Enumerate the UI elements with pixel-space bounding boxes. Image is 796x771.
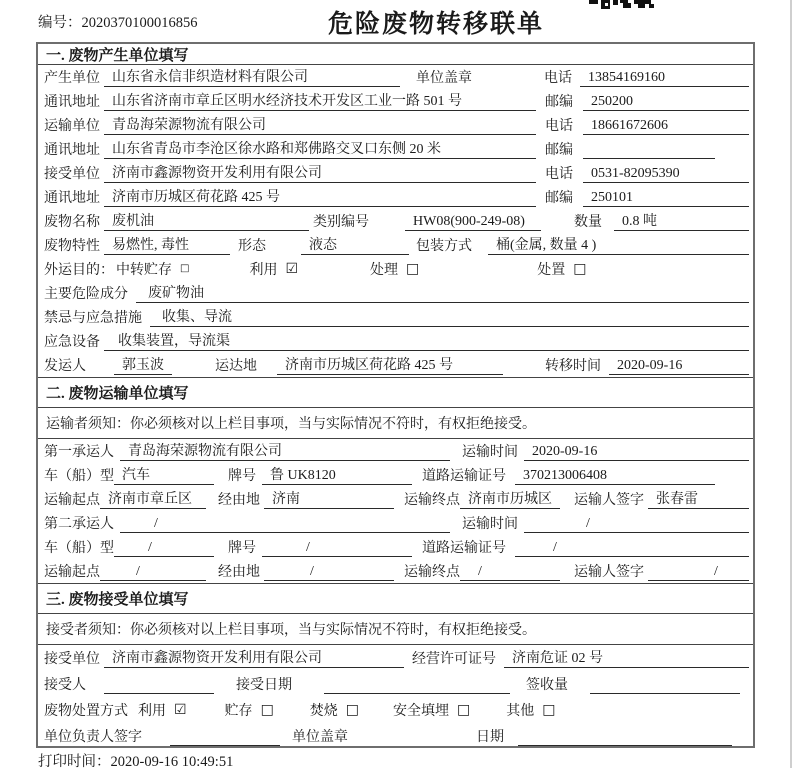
row-transporter — [38, 113, 753, 137]
shipper-label: 发运人 — [44, 359, 86, 374]
section-1-title: 一. 废物产生单位填写 — [38, 44, 753, 65]
equipment-label: 应急设备 — [44, 335, 100, 350]
accept-unit-label: 接受单位 — [44, 652, 100, 667]
carrier1-start-label: 运输起点 — [44, 493, 100, 508]
carrier1-sign-value: 张春雷 — [648, 490, 749, 509]
carrier2-name-value: / — [120, 514, 450, 533]
package-value: 桶(金属, 数量 4 ) — [488, 236, 749, 255]
waste-name-value: 废机油 — [104, 212, 309, 231]
carrier1-license-label: 道路运输证号 — [422, 469, 506, 484]
row-accept-person — [38, 671, 753, 697]
carrier1-end-value: 济南市历城区 — [460, 490, 560, 509]
carrier2-vehicle-value: / — [114, 538, 214, 557]
carrier2-start-label: 运输起点 — [44, 565, 100, 580]
zip-label-1: 邮编 — [545, 95, 573, 110]
address-label-1: 通讯地址 — [44, 95, 100, 110]
hazard-value: 废矿物油 — [136, 284, 749, 303]
permit-label: 经营许可证号 — [412, 652, 496, 667]
producer-value: 山东省永信非织造材料有限公司 — [104, 68, 400, 87]
row-receiver — [38, 161, 753, 185]
disposal-option-use-label: 利用 — [138, 704, 166, 719]
disposal-option-use-checkbox: ☑ — [174, 702, 187, 718]
row-address-1 — [38, 89, 753, 113]
disposal-option-landfill-label: 安全填埋 — [393, 704, 450, 719]
receiver-label: 接受单位 — [44, 167, 100, 182]
disposal-option-other-checkbox: □ — [542, 702, 556, 718]
carrier1-start-value: 济南市章丘区 — [100, 490, 206, 509]
purpose-option-treat-label: 处理 — [370, 263, 399, 278]
producer-label: 产生单位 — [44, 71, 100, 86]
responsible-sign-value — [170, 727, 280, 746]
phone-label-2: 电话 — [545, 119, 573, 134]
row-producer — [38, 65, 753, 89]
form-value: 液态 — [301, 236, 409, 255]
carrier1-plate-label: 牌号 — [228, 469, 256, 484]
responsible-sign-label: 单位负责人签字 — [44, 730, 142, 745]
row-responsible-sign — [38, 723, 753, 749]
phone-value-2: 18661672606 — [583, 116, 749, 135]
row-address-2 — [38, 137, 753, 161]
carrier2-plate-value: / — [262, 538, 412, 557]
phone-label-1: 电话 — [544, 71, 572, 86]
zip-label-3: 邮编 — [545, 191, 573, 206]
row-carrier1-name — [38, 439, 753, 463]
disposal-option-other-label: 其他 — [506, 704, 535, 719]
address-label-2: 通讯地址 — [44, 143, 100, 158]
category-value: HW08(900-249-08) — [405, 212, 541, 231]
category-label: 类别编号 — [313, 215, 369, 230]
equipment-value: 收集装置，导流渠 — [104, 332, 749, 351]
row-accept-unit — [38, 645, 753, 671]
destination-label: 运达地 — [215, 359, 257, 374]
row-waste-name — [38, 209, 753, 233]
zip-label-2: 邮编 — [545, 143, 573, 158]
carrier1-via-label: 经由地 — [218, 493, 260, 508]
print-time-label: 打印时间： — [38, 754, 111, 770]
section-2-title: 二. 废物运输单位填写 — [38, 377, 753, 408]
row-shipper — [38, 353, 753, 377]
section-3-title: 三. 废物接受单位填写 — [38, 583, 753, 614]
address-value-1: 山东省济南市章丘区明水经济技术开发区工业一路 501 号 — [104, 92, 536, 111]
purpose-option-dispose-checkbox: □ — [573, 261, 587, 277]
accept-person-label: 接受人 — [44, 678, 86, 693]
qr-code-fragment-icon — [589, 0, 655, 10]
carrier2-time-label: 运输时间 — [462, 517, 518, 532]
receiver-value: 济南市鑫源物资开发利用有限公司 — [104, 164, 536, 183]
purpose-option-treat-checkbox: □ — [406, 261, 420, 277]
purpose-option-use-checkbox: ☑ — [285, 261, 299, 277]
accept-person-value — [104, 675, 214, 694]
carrier1-name-value: 青岛海荣源物流有限公司 — [120, 442, 450, 461]
phone-label-3: 电话 — [545, 167, 573, 182]
row-carrier1-route — [38, 487, 753, 511]
carrier1-license-value: 370213006408 — [515, 466, 715, 485]
unit-seal-label-2: 单位盖章 — [292, 730, 348, 745]
permit-value: 济南危证 02 号 — [504, 649, 749, 668]
row-disposal — [38, 697, 753, 723]
disposal-label: 废物处置方式 — [44, 704, 128, 719]
transfer-time-value: 2020-09-16 — [609, 356, 749, 375]
row-carrier2-name — [38, 511, 753, 535]
carrier2-end-label: 运输终点 — [404, 565, 460, 580]
hazard-label: 主要危险成分 — [44, 287, 128, 302]
accept-date-value — [324, 675, 510, 694]
disposal-option-store-label: 贮存 — [224, 704, 253, 719]
purpose-option-dispose-label: 处置 — [537, 263, 566, 278]
carrier1-sign-label: 运输人签字 — [574, 493, 644, 508]
date-value — [518, 727, 732, 746]
row-carrier2-route — [38, 559, 753, 583]
receiver-notice: 接受者须知：你必须核对以上栏目事项，当与实际情况不符时，有权拒绝接受。 — [38, 614, 753, 645]
row-address-3 — [38, 185, 753, 209]
carrier2-via-value: / — [264, 562, 394, 581]
carrier2-name-label: 第二承运人 — [44, 517, 114, 532]
row-carrier2-vehicle — [38, 535, 753, 559]
receipt-amount-label: 签收量 — [526, 678, 568, 693]
package-label: 包装方式 — [416, 239, 472, 254]
row-taboo — [38, 305, 753, 329]
print-time-value: 2020-09-16 10:49:51 — [110, 754, 234, 770]
taboo-label: 禁忌与应急措施 — [44, 311, 142, 326]
carrier2-sign-value: / — [648, 562, 749, 581]
carrier1-time-value: 2020-09-16 — [524, 442, 749, 461]
unit-seal-label: 单位盖章 — [416, 71, 472, 86]
transporter-value: 青岛海荣源物流有限公司 — [104, 116, 536, 135]
carrier1-name-label: 第一承运人 — [44, 445, 114, 460]
character-value: 易燃性, 毒性 — [104, 236, 230, 255]
accept-unit-value: 济南市鑫源物资开发利用有限公司 — [104, 649, 404, 668]
carrier1-via-value: 济南 — [264, 490, 394, 509]
document-serial — [38, 11, 198, 32]
disposal-option-burn-label: 焚烧 — [309, 704, 338, 719]
row-carrier1-vehicle — [38, 463, 753, 487]
row-purpose — [38, 257, 753, 281]
disposal-option-store-checkbox: □ — [260, 702, 274, 718]
transfer-time-label: 转移时间 — [545, 359, 601, 374]
serial-label: 编号： — [38, 15, 82, 31]
row-equipment — [38, 329, 753, 353]
disposal-option-burn-checkbox: □ — [345, 702, 360, 718]
transporter-label: 运输单位 — [44, 119, 100, 134]
serial-value: 2020370100016856 — [81, 15, 198, 31]
accept-date-label: 接受日期 — [236, 678, 292, 693]
carrier2-time-value: / — [524, 514, 749, 533]
carrier1-vehicle-label: 车（船）型 — [44, 469, 114, 484]
character-label: 废物特性 — [44, 239, 100, 254]
carrier1-plate-value: 鲁 UK8120 — [262, 466, 412, 485]
zip-value-2 — [583, 140, 715, 159]
phone-value-3: 0531-82095390 — [583, 164, 749, 183]
waste-name-label: 废物名称 — [44, 215, 100, 230]
carrier2-start-value: / — [100, 562, 206, 581]
manifest-form — [36, 42, 755, 748]
row-waste-character — [38, 233, 753, 257]
carrier2-plate-label: 牌号 — [228, 541, 256, 556]
page-title: 危险废物转移联单 — [328, 11, 545, 38]
address-value-2: 山东省青岛市李沧区徐水路和郑佛路交叉口东侧 20 米 — [104, 140, 536, 159]
carrier2-license-value: / — [515, 538, 749, 557]
purpose-option-use-label: 利用 — [249, 263, 278, 278]
carrier1-end-label: 运输终点 — [404, 493, 460, 508]
carrier2-sign-label: 运输人签字 — [574, 565, 644, 580]
zip-value-3: 250101 — [583, 188, 749, 207]
address-value-3: 济南市历城区荷花路 425 号 — [104, 188, 536, 207]
zip-value-1: 250200 — [583, 92, 749, 111]
disposal-option-landfill-checkbox: □ — [457, 702, 471, 718]
carrier2-via-label: 经由地 — [218, 565, 260, 580]
window-edge-divider — [790, 0, 792, 768]
purpose-option-transfer-label: 中转贮存 — [116, 263, 172, 278]
shipper-value: 郭玉波 — [114, 356, 172, 375]
carrier2-end-value: / — [460, 562, 560, 581]
taboo-value: 收集、导流 — [150, 308, 749, 327]
phone-value-1: 13854169160 — [580, 68, 749, 87]
date-label: 日期 — [476, 730, 504, 745]
carrier1-time-label: 运输时间 — [462, 445, 518, 460]
quantity-value: 0.8 吨 — [614, 212, 749, 231]
carrier2-license-label: 道路运输证号 — [422, 541, 506, 556]
purpose-option-transfer-checkbox: □ — [180, 263, 190, 274]
destination-value: 济南市历城区荷花路 425 号 — [277, 356, 503, 375]
transporter-notice: 运输者须知：你必须核对以上栏目事项，当与实际情况不符时，有权拒绝接受。 — [38, 408, 753, 439]
address-label-3: 通讯地址 — [44, 191, 100, 206]
carrier2-vehicle-label: 车（船）型 — [44, 541, 114, 556]
quantity-label: 数量 — [574, 215, 602, 230]
form-label: 形态 — [238, 239, 266, 254]
row-hazard — [38, 281, 753, 305]
receipt-amount-value — [590, 675, 740, 694]
purpose-label: 外运目的： — [44, 263, 114, 278]
carrier1-vehicle-value: 汽车 — [114, 466, 214, 485]
